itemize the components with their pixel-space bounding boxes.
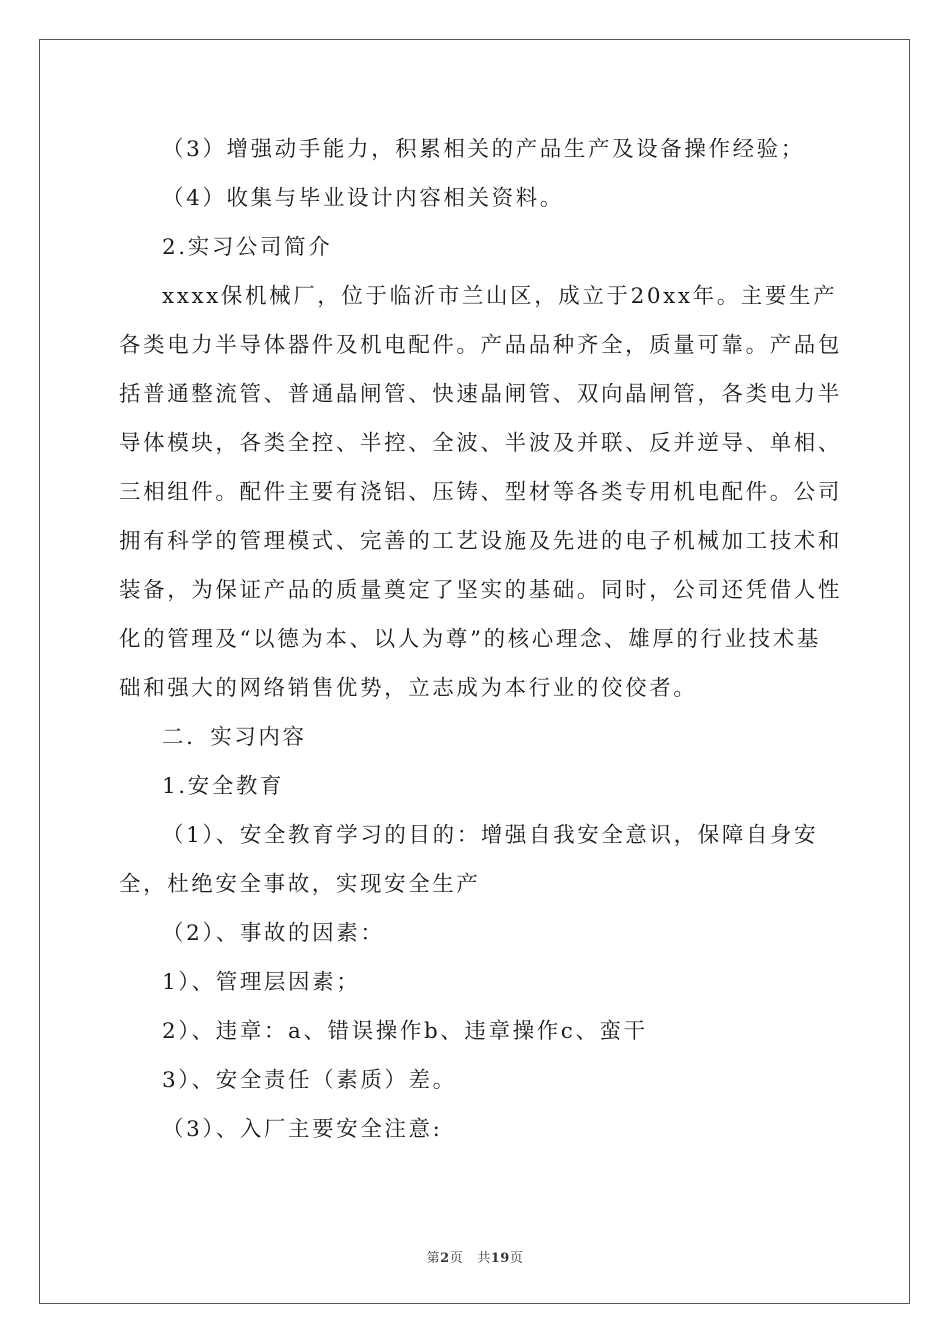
paragraph-line: 导体模块，各类全控、半控、全波、半波及并联、反并逆导、单相、 <box>119 431 843 456</box>
section-heading: 2.实习公司简介 <box>162 235 333 260</box>
paragraph-line: （2）、事故的因素： <box>162 921 385 946</box>
paragraph-line: 1）、管理层因素； <box>162 970 361 995</box>
section-heading: 二．实习内容 <box>162 725 307 750</box>
page-suffix: 页 <box>449 1251 464 1266</box>
paragraph-line: （3）、入厂主要安全注意: <box>162 1117 443 1142</box>
paragraph-line: 各类电力半导体器件及机电配件。产品品种齐全，质量可靠。产品包 <box>119 333 843 358</box>
paragraph-line: 拥有科学的管理模式、完善的工艺设施及先进的电子机械加工技术和 <box>119 529 843 554</box>
paragraph-line: 化的管理及“以德为本、以人为尊”的核心理念、雄厚的行业技术基 <box>119 627 821 652</box>
paragraph-line: 3）、安全责任（素质）差。 <box>162 1068 457 1093</box>
document-body <box>119 125 843 1154</box>
paragraph-line: 全，杜绝安全事故，实现安全生产 <box>119 872 481 897</box>
paragraph-line: 括普通整流管、普通晶闸管、快速晶闸管、双向晶闸管，各类电力半 <box>119 382 843 407</box>
total-suffix: 页 <box>509 1251 524 1266</box>
page-number: 2 <box>440 1251 450 1266</box>
page-footer <box>0 1247 950 1266</box>
paragraph-line: 础和强大的网络销售优势，立志成为本行业的佼佼者。 <box>119 676 698 701</box>
total-pages: 19 <box>490 1251 510 1266</box>
section-heading: 1.安全教育 <box>162 774 285 799</box>
paragraph-line: xxxx保机械厂，位于临沂市兰山区，成立于20xx年。主要生产 <box>162 284 838 309</box>
paragraph-line: （3）增强动手能力，积累相关的产品生产及设备操作经验； <box>162 137 805 162</box>
paragraph-line: （4）收集与毕业设计内容相关资料。 <box>162 186 564 211</box>
total-prefix: 共 <box>477 1251 491 1266</box>
paragraph-line: 三相组件。配件主要有浇铝、压铸、型材等各类专用机电配件。公司 <box>119 480 843 505</box>
paragraph-line: （1）、安全教育学习的目的：增强自我安全意识，保障自身安 <box>162 823 819 848</box>
page-prefix: 第 <box>426 1251 441 1266</box>
paragraph-line: 装备，为保证产品的质量奠定了坚实的基础。同时，公司还凭借人性 <box>119 578 843 603</box>
paragraph-line: 2）、违章：a、错误操作b、违章操作c、蛮干 <box>162 1019 648 1044</box>
